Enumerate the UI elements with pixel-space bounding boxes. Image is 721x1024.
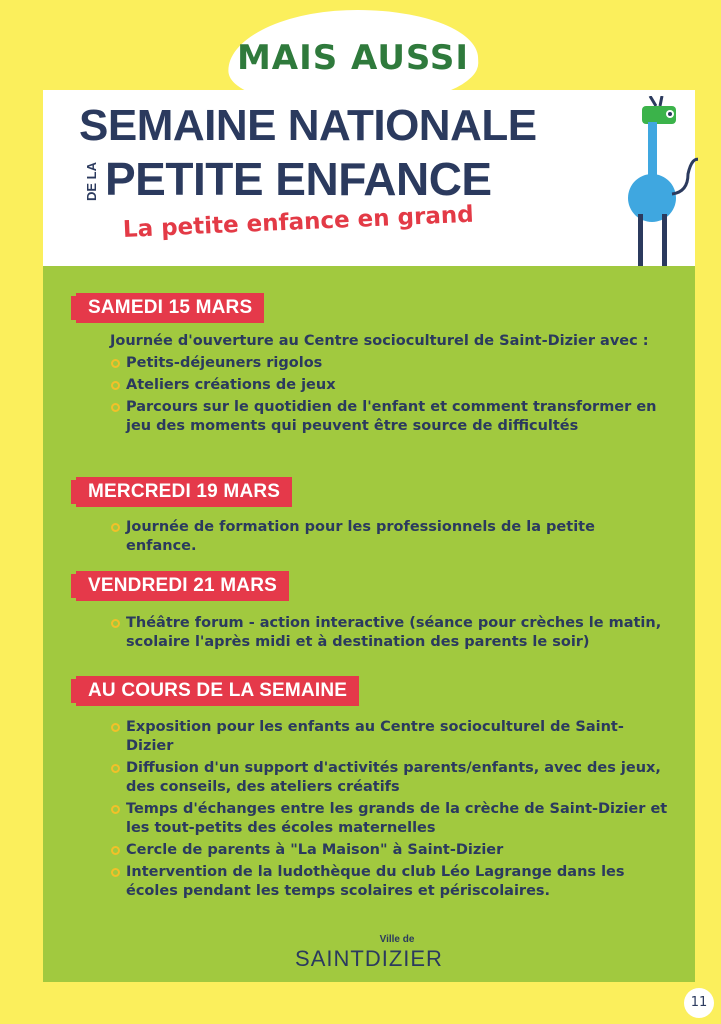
list-item: Ateliers créations de jeux xyxy=(110,376,670,395)
title-prefix: DE LA xyxy=(84,162,99,202)
program-panel xyxy=(43,266,695,982)
list-item: Petits-déjeuners rigolos xyxy=(110,354,670,373)
day-tag-semaine: AU COURS DE LA SEMAINE xyxy=(76,676,359,706)
bullet-icon xyxy=(111,359,120,368)
list-item: Journée de formation pour les professionnels de la petite enfance. xyxy=(110,518,670,556)
event-header xyxy=(43,90,695,266)
bullet-icon xyxy=(111,403,120,412)
section-vendredi xyxy=(110,614,670,655)
list-item: Exposition pour les enfants au Centre socioculturel de Saint-Dizier xyxy=(110,718,670,756)
day-tag-samedi: SAMEDI 15 MARS xyxy=(76,293,264,323)
giraffe-mascot-icon xyxy=(588,96,698,266)
bullet-icon xyxy=(111,764,120,773)
list-item: Temps d'échanges entre les grands de la crèche de Saint-Dizier et les tout-petits des écoles maternelles xyxy=(110,800,670,838)
list-item: Intervention de la ludothèque du club Léo Lagrange dans les écoles pendant les temps scolaires et périscolaires. xyxy=(110,863,670,901)
city-logo-label: Ville de xyxy=(379,934,415,945)
top-label: MAIS AUSSI xyxy=(236,38,470,78)
section-intro: Journée d'ouverture au Centre socioculturel de Saint-Dizier avec : xyxy=(110,333,649,349)
list-item: Diffusion d'un support d'activités parents/enfants, avec des jeux, des conseils, des ateliers créatifs xyxy=(110,759,670,797)
bullet-icon xyxy=(111,523,120,532)
bullet-icon xyxy=(111,381,120,390)
bullet-icon xyxy=(111,723,120,732)
tagline: La petite enfance en grand xyxy=(122,201,475,243)
bullet-icon xyxy=(111,868,120,877)
list-item: Parcours sur le quotidien de l'enfant et comment transformer en jeu des moments qui peuvent être source de difficultés xyxy=(110,398,670,436)
section-semaine xyxy=(110,718,670,904)
list-item: Théâtre forum - action interactive (séance pour crèches le matin, scolaire l'après midi et à destination des parents le soir) xyxy=(110,614,670,652)
title-line-1: SEMAINE NATIONALE xyxy=(79,101,537,150)
city-logo: SAINTDIZIER xyxy=(295,946,443,971)
page-number: 11 xyxy=(684,988,714,1018)
bullet-icon xyxy=(111,805,120,814)
bullet-icon xyxy=(111,846,120,855)
day-tag-vendredi: VENDREDI 21 MARS xyxy=(76,571,289,601)
title-line-2: PETITE ENFANCE xyxy=(105,153,492,205)
section-mercredi xyxy=(110,518,670,559)
list-item: Cercle de parents à "La Maison" à Saint-Dizier xyxy=(110,841,670,860)
day-tag-mercredi: MERCREDI 19 MARS xyxy=(76,477,292,507)
section-samedi xyxy=(110,332,670,439)
bullet-icon xyxy=(111,619,120,628)
